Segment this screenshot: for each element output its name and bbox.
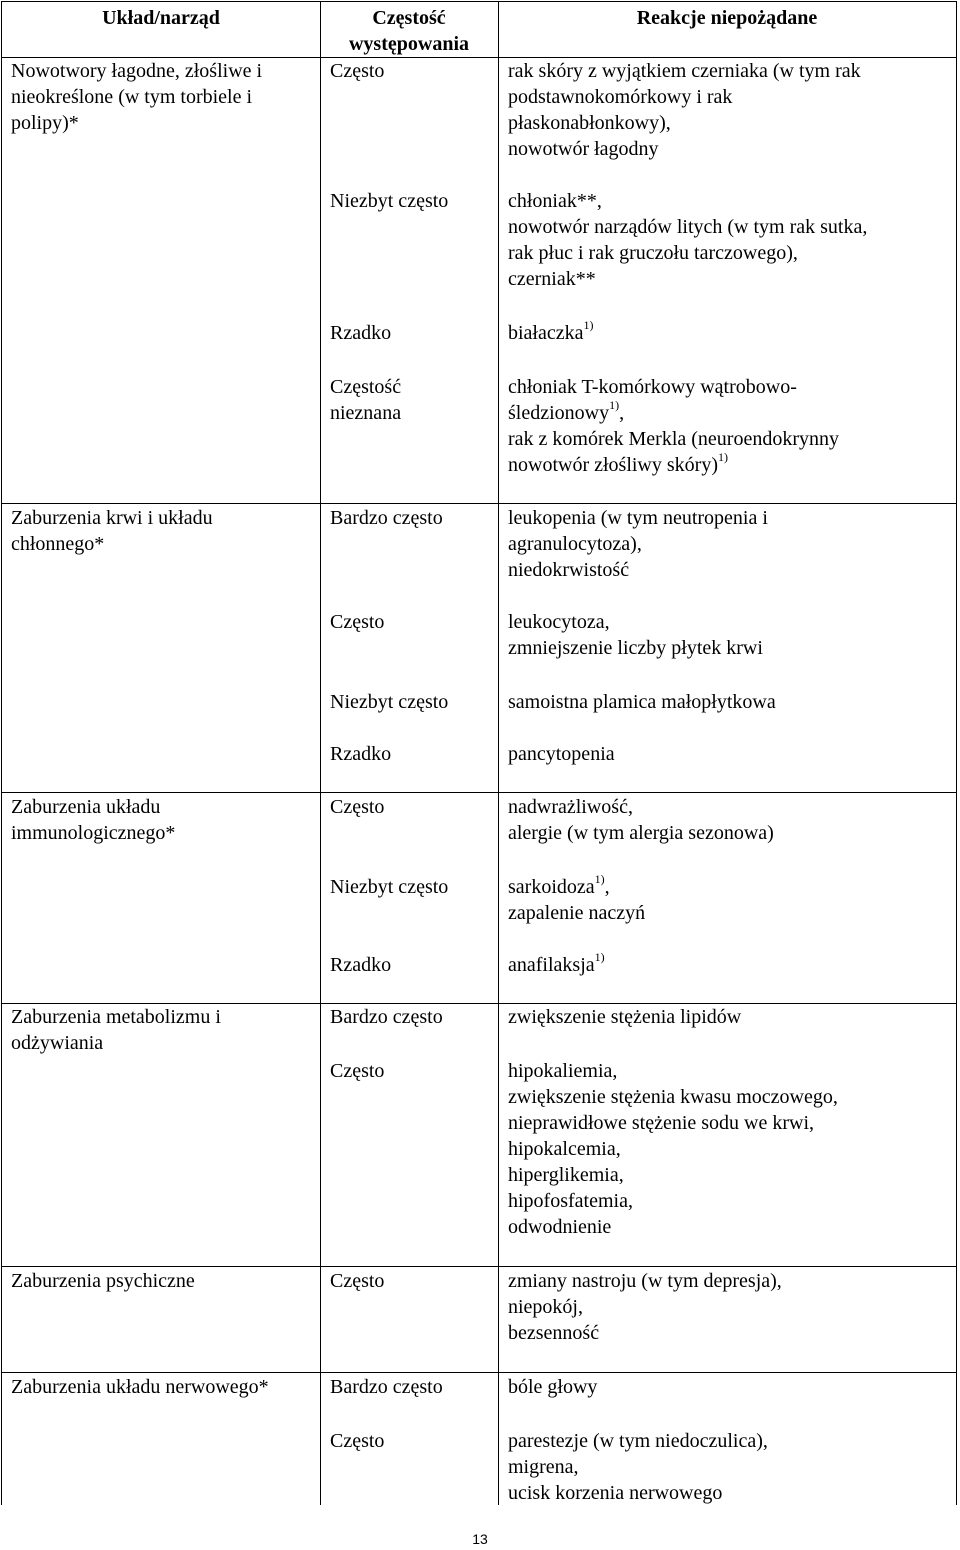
header-reactions: Reakcje niepożądane xyxy=(636,7,818,29)
header-frequency-line1: Częstość xyxy=(372,7,446,29)
reaction-cell-line: agranulocytoza), xyxy=(508,533,642,555)
reaction-cell-line: hipokaliemia, xyxy=(508,1060,618,1082)
reaction-cell-line: zapalenie naczyń xyxy=(508,902,646,924)
reaction-cell-line: rak płuc i rak gruczołu tarczowego), xyxy=(508,242,798,264)
organ-cell-line: Zaburzenia psychiczne xyxy=(11,1270,195,1292)
organ-cell-line: Nowotwory łagodne, złośliwe i xyxy=(11,60,263,82)
reaction-cell-line xyxy=(508,400,624,426)
adverse-reactions-table xyxy=(1,1,957,1505)
reaction-cell-line-text: śledzionowy xyxy=(508,402,610,424)
row-divider xyxy=(2,1266,956,1267)
reaction-cell-line-text: białaczka xyxy=(508,322,584,344)
reaction-cell-line: rak skóry z wyjątkiem czerniaka (w tym rak xyxy=(508,60,861,82)
reaction-cell-line: niepokój, xyxy=(508,1296,583,1318)
frequency-cell-line: Często xyxy=(330,796,385,818)
row-divider xyxy=(2,57,956,58)
organ-cell-line: chłonnego* xyxy=(11,533,105,555)
frequency-cell-line: Często xyxy=(330,611,385,633)
organ-cell-line: immunologicznego* xyxy=(11,822,176,844)
footnote-marker: 1) xyxy=(594,872,605,887)
reaction-cell-line: podstawnokomórkowy i rak xyxy=(508,86,733,108)
frequency-cell-line: nieznana xyxy=(330,402,402,424)
footnote-marker: 1) xyxy=(583,318,594,333)
header-organ: Układ/narząd xyxy=(102,7,220,29)
footnote-marker: 1) xyxy=(717,450,728,465)
reaction-cell-line: zwiększenie stężenia kwasu moczowego, xyxy=(508,1086,838,1108)
frequency-cell-line: Rzadko xyxy=(330,954,392,976)
frequency-cell-line: Rzadko xyxy=(330,322,392,344)
frequency-cell-line: Często xyxy=(330,1060,385,1082)
reaction-cell-line-text: anafilaksja xyxy=(508,954,595,976)
reaction-cell-line: leukocytoza, xyxy=(508,611,610,633)
reaction-cell-line: ucisk korzenia nerwowego xyxy=(508,1482,723,1504)
frequency-cell-line: Niezbyt często xyxy=(330,876,449,898)
reaction-cell-line: chłoniak T-komórkowy wątrobowo- xyxy=(508,376,797,398)
frequency-cell-line: Częstość xyxy=(330,376,402,398)
reaction-cell-line xyxy=(508,452,728,478)
organ-cell-line: Zaburzenia metabolizmu i xyxy=(11,1006,221,1028)
organ-cell-line: nieokreślone (w tym torbiele i xyxy=(11,86,253,108)
reaction-cell-line-punct: , xyxy=(619,402,625,424)
frequency-cell-line: Niezbyt często xyxy=(330,190,449,212)
frequency-cell-line: Bardzo często xyxy=(330,1006,443,1028)
reaction-cell-line: hipofosfatemia, xyxy=(508,1190,633,1212)
reaction-cell-line: hiperglikemia, xyxy=(508,1164,624,1186)
reaction-cell-line: niedokrwistość xyxy=(508,559,630,581)
frequency-cell-line: Bardzo często xyxy=(330,507,443,529)
reaction-cell-line xyxy=(508,874,610,900)
reaction-cell-line: leukopenia (w tym neutropenia i xyxy=(508,507,768,529)
reaction-cell-line: nowotwór narządów litych (w tym rak sutka, xyxy=(508,216,868,238)
frequency-cell-line: Rzadko xyxy=(330,743,392,765)
row-divider xyxy=(2,1003,956,1004)
organ-cell-line: Zaburzenia krwi i układu xyxy=(11,507,213,529)
reaction-cell-line: migrena, xyxy=(508,1456,579,1478)
reaction-cell-line: hipokalcemia, xyxy=(508,1138,621,1160)
page-number: 13 xyxy=(472,1531,488,1547)
frequency-cell-line: Bardzo często xyxy=(330,1376,443,1398)
organ-cell-line: Zaburzenia układu xyxy=(11,796,161,818)
reaction-cell-line: zwiększenie stężenia lipidów xyxy=(508,1006,742,1028)
row-divider xyxy=(2,1372,956,1373)
row-divider xyxy=(2,503,956,504)
reaction-cell-line xyxy=(508,320,594,346)
reaction-cell-line: chłoniak**, xyxy=(508,190,602,212)
reaction-cell-line: nowotwór łagodny xyxy=(508,138,659,160)
reaction-cell-line: odwodnienie xyxy=(508,1216,612,1238)
reaction-cell-line: pancytopenia xyxy=(508,743,615,765)
reaction-cell-line: płaskonabłonkowy), xyxy=(508,112,671,134)
reaction-cell-line xyxy=(508,952,605,978)
reaction-cell-line: parestezje (w tym niedoczulica), xyxy=(508,1430,768,1452)
column-divider xyxy=(320,2,321,1505)
footnote-marker: 1) xyxy=(609,398,620,413)
reaction-cell-line: zmiany nastroju (w tym depresja), xyxy=(508,1270,782,1292)
reaction-cell-line: czerniak** xyxy=(508,268,596,290)
organ-cell-line: Zaburzenia układu nerwowego* xyxy=(11,1376,269,1398)
row-divider xyxy=(2,792,956,793)
reaction-cell-line-text: sarkoidoza xyxy=(508,876,595,898)
reaction-cell-line-punct: , xyxy=(604,876,610,898)
reaction-cell-line: bóle głowy xyxy=(508,1376,598,1398)
reaction-cell-line: nadwrażliwość, xyxy=(508,796,633,818)
reaction-cell-line: nieprawidłowe stężenie sodu we krwi, xyxy=(508,1112,815,1134)
frequency-cell-line: Niezbyt często xyxy=(330,691,449,713)
organ-cell-line: odżywiania xyxy=(11,1032,104,1054)
reaction-cell-line: alergie (w tym alergia sezonowa) xyxy=(508,822,774,844)
column-divider xyxy=(498,2,499,1505)
organ-cell-line: polipy)* xyxy=(11,112,79,134)
reaction-cell-line: zmniejszenie liczby płytek krwi xyxy=(508,637,763,659)
reaction-cell-line: samoistna plamica małopłytkowa xyxy=(508,691,776,713)
reaction-cell-line: bezsenność xyxy=(508,1322,600,1344)
reaction-cell-line-text: nowotwór złośliwy skóry) xyxy=(508,454,718,476)
header-frequency-line2: występowania xyxy=(348,33,469,55)
frequency-cell-line: Często xyxy=(330,1270,385,1292)
frequency-cell-line: Często xyxy=(330,60,385,82)
footnote-marker: 1) xyxy=(594,950,605,965)
reaction-cell-line: rak z komórek Merkla (neuroendokrynny xyxy=(508,428,839,450)
frequency-cell-line: Często xyxy=(330,1430,385,1452)
